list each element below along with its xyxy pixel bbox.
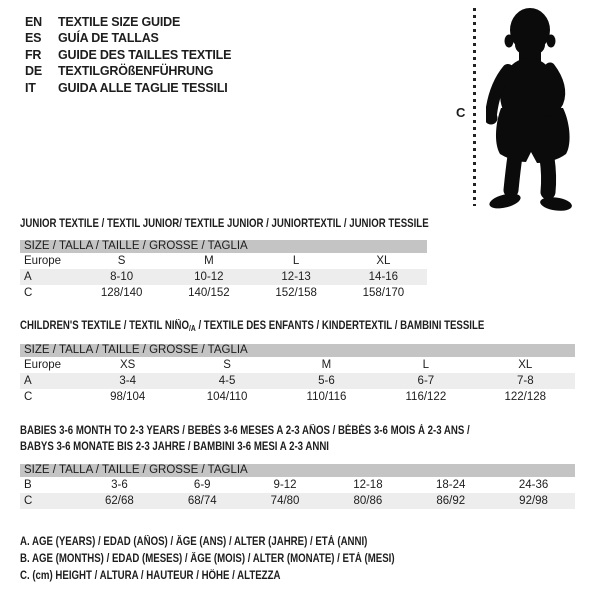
table-cell: 80/86 [326,493,409,509]
babies-title-line2: BABYS 3-6 MONATE BIS 2-3 JAHRE / BAMBINI 3-6 MESI A 2-3 ANNI [20,440,329,453]
table-cell: M [321,359,332,371]
language-row-en [25,14,231,30]
table-cell: L [292,255,300,267]
language-row-fr [25,47,231,63]
table-row [20,269,427,285]
table-cell: 152/158 [275,287,317,299]
row-label: Europe [24,255,62,267]
language-row-de [25,63,231,79]
table-cell: 98/104 [110,391,146,403]
babies-section-title [20,424,555,455]
table-cell: 128/140 [100,287,143,299]
table-cell: 14-16 [340,269,427,285]
table-row [20,357,575,373]
language-title-block [25,14,231,96]
table-cell: 116/122 [405,391,447,403]
legend-line-b [20,551,466,568]
title-part: CHILDREN'S TEXTILE / TEXTIL NIÑO [20,320,190,332]
row-label: C [24,287,33,299]
table-row [20,373,575,389]
table-cell: 9-12 [273,479,297,491]
table-cell: 74/80 [244,493,327,509]
table-cell: 140/152 [188,287,230,299]
language-code: FR [25,47,42,62]
table-cell: 18-24 [436,479,466,491]
children-section-title-text [20,319,484,337]
row-label: C [24,391,33,403]
table-cell: 92/98 [492,493,575,509]
language-title: GUIDE DES TAILLES TEXTILE [58,47,232,62]
table-cell: 68/74 [161,493,244,509]
language-code: IT [25,80,36,95]
language-row-es [25,30,231,46]
language-title: TEXTILE SIZE GUIDE [58,15,181,29]
legend-text: C. (cm) HEIGHT / ALTURA / HAUTEUR / HÖHE / ALTEZZA [20,570,281,582]
table-cell: 110/116 [306,391,347,403]
legend-text: A. AGE (YEARS) / EDAD (AÑOS) / ÂGE (ANS) / ALTER (JAHRE) / ETÀ (ANNI) [20,536,368,548]
junior-section-title-text: JUNIOR TEXTILE / TEXTIL JUNIOR/ TEXTILE JUNIOR / JUNIORTEXTIL / JUNIOR TESSILE [20,218,429,230]
legend-line-c [20,568,466,585]
size-header-label: SIZE / TALLA / TAILLE / GRÖSSE / TAGLIA [20,464,575,477]
row-label: C [20,493,78,509]
row-label: A [20,373,78,389]
language-title: TEXTILGRÖßENFÜHRUNG [58,64,214,79]
language-code: DE [25,64,42,79]
table-cell: 3-4 [78,373,177,389]
size-header-label: SIZE / TALLA / TAILLE / GRÖSSE / TAGLIA [20,240,427,253]
table-cell: XS [120,359,136,371]
legend-text: B. AGE (MONTHS) / EDAD (MESES) / ÂGE (MOIS) / ALTER (MONATE) / ETÀ (MESI) [20,553,395,565]
measure-legend [20,534,466,585]
table-cell: 12-13 [253,269,340,285]
row-label: A [20,269,78,285]
table-row [20,493,575,509]
junior-size-table [20,240,427,301]
row-label: B [24,479,32,491]
table-cell: 7-8 [476,373,575,389]
table-cell: 5-6 [277,373,376,389]
children-section-title [20,319,573,337]
height-dashed-line [472,8,477,206]
table-cell: 86/92 [409,493,492,509]
table-cell: 6-7 [376,373,475,389]
table-cell: M [204,255,214,267]
table-cell: 12-18 [353,479,383,491]
table-cell: 24-36 [518,479,549,491]
language-title: GUIDA ALLE TAGLIE TESSILI [58,80,228,95]
junior-section-title [20,217,506,233]
babies-title-line1: BABIES 3-6 MONTH TO 2-3 YEARS / BEBÉS 3-6 MESES A 2-3 AÑOS / BÉBÉS 3-6 MOIS À 2-3 ANS / [20,425,470,437]
language-row-it [25,80,231,96]
table-cell: 104/110 [206,391,248,403]
table-row [20,477,575,493]
table-header-bar [20,464,575,477]
table-cell: 3-6 [111,479,128,491]
children-size-table [20,344,575,405]
table-cell: 158/170 [362,287,405,299]
table-cell: 10-12 [165,269,252,285]
table-cell: XL [376,255,391,267]
language-title: GUÍA DE TALLAS [58,31,159,46]
table-row [20,253,427,269]
table-cell: 122/128 [504,391,547,403]
row-label: Europe [24,359,62,371]
table-cell: 4-5 [177,373,276,389]
baby-silhouette-image [486,4,598,212]
height-measure-label: C [456,105,466,120]
table-cell: S [223,359,231,371]
table-cell: L [422,359,430,371]
table-header-bar [20,240,427,253]
table-cell: 8-10 [78,269,165,285]
language-code: EN [25,15,42,29]
size-header-label: SIZE / TALLA / TAILLE / GRÖSSE / TAGLIA [20,344,575,357]
table-cell: XL [518,359,533,371]
table-cell: 6-9 [193,479,211,491]
table-header-bar [20,344,575,357]
table-row [20,389,575,405]
title-part: / TEXTILE DES ENFANTS / KINDERTEXTIL / BAMBINI TESSILE [195,320,485,332]
legend-line-a [20,534,466,551]
title-subscript: /A [189,324,196,333]
table-cell: 62/68 [78,493,161,509]
babies-size-table [20,464,575,509]
table-row [20,285,427,301]
table-cell: S [117,255,126,267]
language-code: ES [25,31,42,46]
